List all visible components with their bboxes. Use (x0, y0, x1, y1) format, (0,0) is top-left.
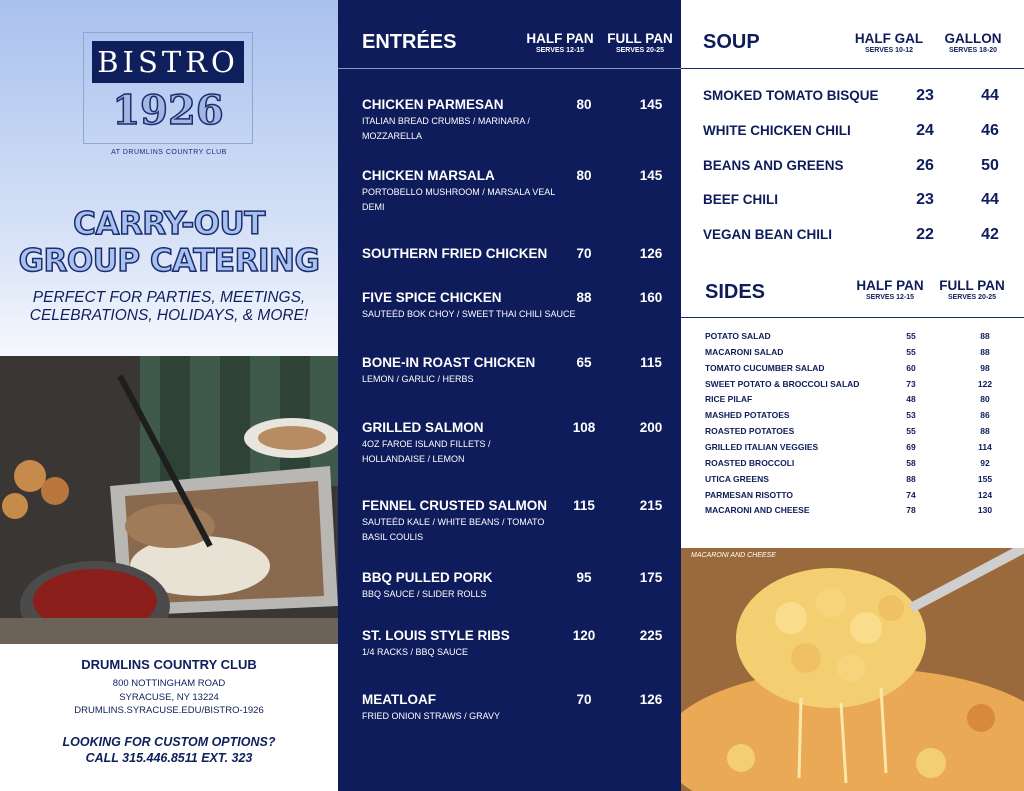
soup-item (703, 157, 1023, 177)
bistro-logo (83, 32, 253, 144)
entrees-col-full-serves: SERVES 20-25 (615, 47, 665, 54)
side-half-price: 74 (906, 490, 916, 500)
entree-full-price: 175 (639, 570, 663, 585)
entree-description: FRIED ONION STRAWS / GRAVY (362, 711, 501, 721)
soup-full-price: 50 (981, 157, 999, 174)
sides-col-half-serves: SERVES 12-15 (865, 294, 915, 301)
sides-header (681, 270, 1024, 318)
side-item (705, 490, 1015, 504)
entrees-col-half-serves: SERVES 12-15 (535, 47, 585, 54)
entree-description: LEMON / GARLIC / HERBS (362, 374, 474, 384)
entree-half-price: 80 (576, 97, 592, 112)
side-name: POTATO SALAD (705, 331, 771, 341)
entree-name: ST. LOUIS STYLE RIBS (362, 628, 510, 643)
side-item (705, 379, 1015, 393)
soup-col-full-label: GALLON (944, 31, 1002, 46)
contact-website[interactable]: DRUMLINS.SYRACUSE.EDU/BISTRO-1926 (74, 705, 264, 716)
contact-block (0, 657, 338, 766)
entree-name: FIVE SPICE CHICKEN (362, 290, 502, 305)
photo-caption: MACARONI AND CHEESE (691, 552, 776, 559)
soup-item (703, 191, 1023, 211)
headline-line-2: GROUP CATERING (18, 243, 320, 279)
entree-half-price: 80 (576, 168, 592, 183)
side-item (705, 474, 1015, 488)
soup-col-half (849, 31, 929, 54)
soup-half-price: 24 (916, 122, 934, 139)
soup-col-half-label: HALF GAL (854, 31, 924, 46)
custom-options-line-1: LOOKING FOR CUSTOM OPTIONS? (62, 734, 276, 749)
entree-half-price: 65 (576, 355, 592, 370)
side-half-price: 55 (906, 347, 916, 357)
side-name: GRILLED ITALIAN VEGGIES (705, 442, 819, 452)
entree-description: SAUTEÉD KALE / WHITE BEANS / TOMATO BASIL COULIS (362, 517, 545, 542)
entrees-col-half-label: HALF PAN (526, 31, 594, 46)
entree-item (362, 570, 672, 602)
tagline-line-1: PERFECT FOR PARTIES, MEETINGS, (32, 289, 306, 306)
entree-description: BBQ SAUCE / SLIDER ROLLS (362, 589, 487, 599)
entree-name: BONE-IN ROAST CHICKEN (362, 355, 536, 370)
soup-item (703, 122, 1023, 142)
entree-full-price: 225 (639, 628, 663, 643)
sides-col-full (933, 278, 1011, 301)
side-half-price: 58 (906, 458, 916, 468)
side-full-price: 130 (977, 505, 993, 515)
entree-item (362, 97, 672, 144)
side-full-price: 122 (977, 379, 993, 389)
entree-name: FENNEL CRUSTED SALMON (362, 498, 548, 513)
side-item (705, 426, 1015, 440)
entree-half-price: 115 (573, 498, 595, 513)
entree-half-price: 120 (572, 628, 596, 643)
side-full-price: 86 (980, 410, 990, 420)
sides-col-full-serves: SERVES 20-25 (947, 294, 997, 301)
side-item (705, 458, 1015, 472)
side-name: PARMESAN RISOTTO (705, 490, 793, 500)
headline-line-1: CARRY-OUT (73, 206, 265, 242)
side-full-price: 80 (980, 394, 990, 404)
soup-name: BEANS AND GREENS (703, 158, 844, 173)
soup-col-half-serves: SERVES 10-12 (864, 47, 914, 54)
soup-name: SMOKED TOMATO BISQUE (703, 88, 879, 103)
soup-name: BEEF CHILI (703, 192, 779, 207)
sides-col-full-label: FULL PAN (939, 278, 1005, 293)
soup-half-price: 23 (916, 191, 934, 208)
soup-full-price: 44 (981, 87, 999, 104)
entree-name: CHICKEN PARMESAN (362, 97, 504, 112)
soup-item (703, 87, 1023, 107)
side-full-price: 92 (980, 458, 990, 468)
mac-and-cheese-photo (681, 548, 1024, 791)
side-full-price: 114 (978, 442, 992, 452)
entree-half-price: 70 (576, 246, 592, 261)
soup-full-price: 46 (981, 122, 999, 139)
soup-name: WHITE CHICKEN CHILI (703, 123, 851, 138)
entrees-col-half (522, 31, 598, 54)
logo-subtitle: AT DRUMLINS COUNTRY CLUB (111, 149, 227, 156)
entree-item (362, 692, 672, 724)
entree-half-price: 95 (576, 570, 592, 585)
entree-full-price: 126 (639, 246, 663, 261)
side-half-price: 55 (906, 426, 916, 436)
custom-options-prompt (0, 734, 338, 766)
entree-item (362, 168, 672, 215)
entree-item (362, 498, 672, 545)
side-half-price: 48 (906, 394, 916, 404)
logo-year-text: 1926 (112, 87, 224, 134)
side-half-price: 78 (906, 505, 916, 515)
side-name: SWEET POTATO & BROCCOLI SALAD (705, 379, 860, 389)
sides-col-half (851, 278, 929, 301)
side-half-price: 55 (906, 331, 916, 341)
soup-col-full (937, 31, 1009, 54)
entree-full-price: 215 (639, 498, 663, 513)
headline (0, 206, 338, 280)
side-name: UTICA GREENS (705, 474, 769, 484)
catering-tray-photo (0, 356, 338, 644)
side-item (705, 347, 1015, 361)
entree-item (362, 246, 672, 261)
side-name: MACARONI AND CHEESE (705, 505, 810, 515)
side-item (705, 442, 1015, 456)
side-item (705, 505, 1015, 519)
entree-full-price: 160 (639, 290, 663, 305)
side-full-price: 88 (980, 347, 990, 357)
tagline-line-2: CELEBRATIONS, HOLIDAYS, & MORE! (29, 307, 309, 324)
soup-item (703, 226, 1023, 246)
sides-title: SIDES (705, 281, 766, 303)
side-name: ROASTED POTATOES (705, 426, 795, 436)
mac-and-cheese-illustration (681, 548, 1024, 791)
side-item (705, 394, 1015, 408)
entree-half-price: 88 (576, 290, 592, 305)
sides-col-half-label: HALF PAN (856, 278, 924, 293)
side-full-price: 88 (980, 331, 990, 341)
side-name: RICE PILAF (705, 394, 753, 404)
entree-full-price: 145 (639, 97, 663, 112)
soup-sides-panel (681, 0, 1024, 791)
side-half-price: 73 (906, 379, 916, 389)
side-half-price: 88 (906, 474, 916, 484)
soup-half-price: 23 (916, 87, 934, 104)
catering-tray-illustration (0, 356, 338, 644)
side-full-price: 155 (977, 474, 993, 484)
side-item (705, 363, 1015, 377)
soup-half-price: 22 (916, 226, 934, 243)
entree-description: PORTOBELLO MUSHROOM / MARSALA VEAL DEMI (362, 187, 555, 212)
entree-full-price: 145 (639, 168, 663, 183)
entree-half-price: 108 (572, 420, 596, 435)
entree-item (362, 420, 672, 467)
entrees-title: ENTRÉES (362, 31, 457, 53)
left-panel (0, 0, 338, 791)
soup-col-full-serves: SERVES 18-20 (948, 47, 998, 54)
entree-name: CHICKEN MARSALA (362, 168, 495, 183)
entree-half-price: 70 (576, 692, 592, 707)
soup-half-price: 26 (916, 157, 934, 174)
entree-name: BBQ PULLED PORK (362, 570, 493, 585)
entree-full-price: 200 (639, 420, 663, 435)
entree-name: SOUTHERN FRIED CHICKEN (362, 246, 548, 261)
logo-bistro-text: BISTRO (92, 41, 244, 83)
entree-item (362, 628, 672, 660)
soup-name: VEGAN BEAN CHILI (703, 227, 833, 242)
side-name: ROASTED BROCCOLI (705, 458, 795, 468)
soup-full-price: 42 (981, 226, 999, 243)
entree-description: SAUTEÉD BOK CHOY / SWEET THAI CHILI SAUCE (362, 309, 576, 319)
soup-header (681, 0, 1024, 69)
entree-item (362, 355, 672, 387)
entrees-col-full-label: FULL PAN (607, 31, 673, 46)
entrees-header (338, 0, 681, 69)
side-full-price: 98 (980, 363, 990, 373)
side-item (705, 331, 1015, 345)
custom-options-phone[interactable]: CALL 315.446.8511 EXT. 323 (85, 750, 253, 765)
entree-full-price: 126 (639, 692, 663, 707)
side-half-price: 60 (906, 363, 916, 373)
contact-address-2: SYRACUSE, NY 13224 (119, 691, 219, 703)
entrees-panel (338, 0, 681, 791)
side-full-price: 124 (977, 490, 993, 500)
side-full-price: 88 (980, 426, 990, 436)
entree-name: GRILLED SALMON (362, 420, 484, 435)
side-half-price: 53 (906, 410, 916, 420)
side-name: TOMATO CUCUMBER SALAD (705, 363, 825, 373)
side-name: MACARONI SALAD (705, 347, 784, 357)
side-item (705, 410, 1015, 424)
soup-title: SOUP (703, 31, 760, 53)
entrees-col-full (602, 31, 678, 54)
entree-item (362, 290, 672, 322)
entree-description: 1/4 RACKS / BBQ SAUCE (362, 647, 469, 657)
entree-description: ITALIAN BREAD CRUMBS / MARINARA / MOZZARELLA (362, 116, 530, 141)
contact-club-name: DRUMLINS COUNTRY CLUB (81, 657, 257, 672)
side-name: MASHED POTATOES (705, 410, 790, 420)
soup-full-price: 44 (981, 191, 999, 208)
tagline (0, 289, 338, 325)
entree-description: 4OZ FAROE ISLAND FILLETS / HOLLANDAISE / LEMON (362, 439, 491, 464)
entree-name: MEATLOAF (362, 692, 436, 707)
contact-address-1: 800 NOTTINGHAM ROAD (112, 678, 226, 689)
entree-full-price: 115 (640, 355, 662, 370)
side-half-price: 69 (906, 442, 916, 452)
